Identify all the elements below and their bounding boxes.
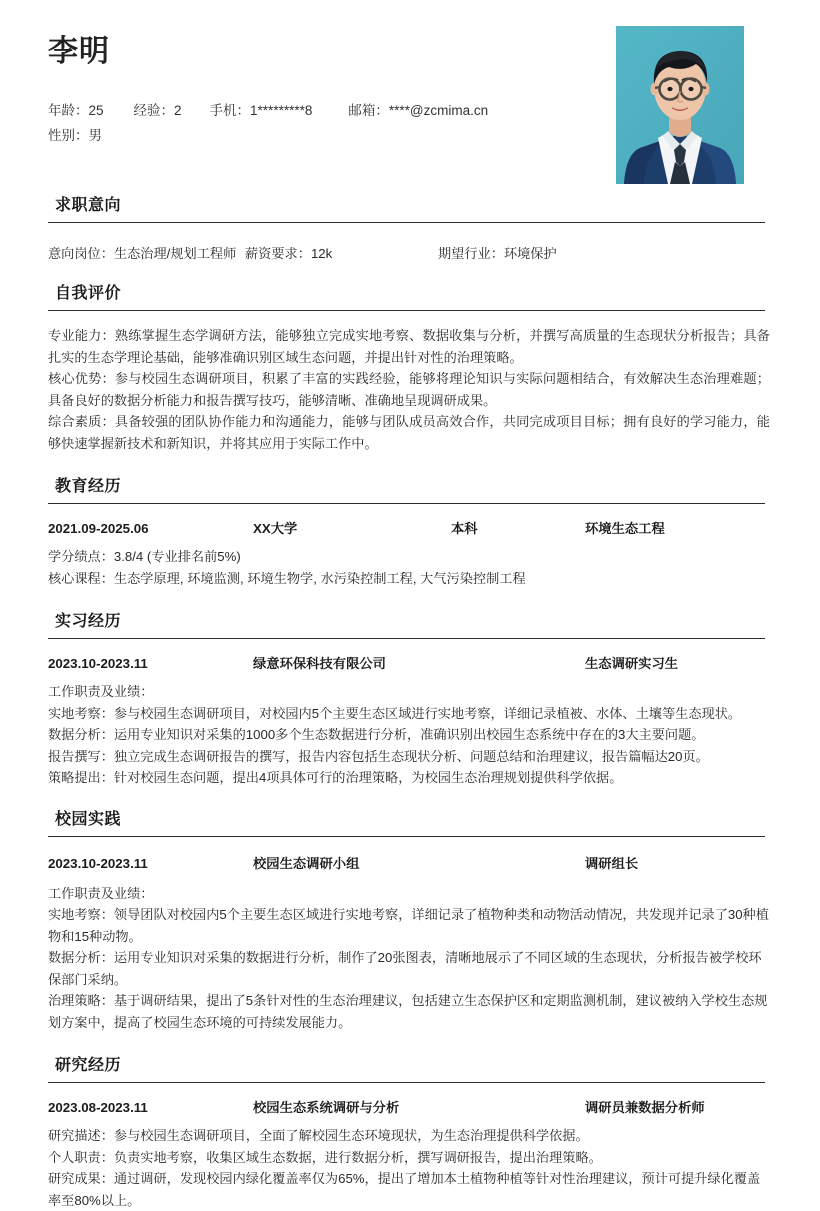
section-campus-practice: [0, 809, 820, 1034]
internship-date: 2023.10-2023.11: [48, 656, 148, 671]
internship-detail-item: 数据分析：运用专业知识对采集的1000多个生态数据进行分析，准确识别出校园生态系统中存在的3大主要问题。: [48, 727, 705, 742]
contact-age: 年龄：25: [48, 103, 104, 118]
contact-experience: 经验：2: [133, 103, 182, 118]
campus-detail-item: 治理策略：基于调研结果，提出了5条针对性的生态治理建议，包括建立生态保护区和定期监测机制，建议被纳入学校生态规划方案中，提高了校园生态环境的可持续发展能力。: [48, 993, 768, 1030]
self-eval-paragraph: 综合素质：具备较强的团队协作能力和沟通能力，能够与团队成员高效合作，共同完成项目目标；拥有良好的学习能力，能够快速掌握新技术和新知识，并将其应用于实际工作中。: [48, 414, 770, 451]
section-self-evaluation: [0, 283, 820, 454]
intended-position: 意向岗位：生态治理/规划工程师: [48, 246, 237, 261]
section-research: [0, 1055, 820, 1211]
research-date: 2023.08-2023.11: [48, 1100, 148, 1115]
contact-email: 邮箱：****@zcmima.cn: [348, 103, 489, 118]
section-title-education: 教育经历: [55, 478, 122, 495]
section-internship: [0, 611, 820, 789]
campus-detail-item: 实地考察：领导团队对校园内5个主要生态区域进行实地考察，详细记录了植物种类和动物活动情况，共发现并记录了30种植物和15种动物。: [48, 907, 769, 944]
research-detail-item: 研究描述：参与校园生态调研项目，全面了解校园生态环境现状，为生态治理提供科学依据。: [48, 1128, 589, 1143]
campus-detail-item: 数据分析：运用专业知识对采集的数据进行分析，制作了20张图表，清晰地展示了不同区域的生态现状，分析报告被学校环保部门采纳。: [48, 950, 762, 987]
internship-details-heading: 工作职责及业绩：: [48, 684, 154, 699]
section-title-research: 研究经历: [55, 1057, 122, 1074]
self-eval-paragraph: 专业能力：熟练掌握生态学调研方法，能够独立完成实地考察、数据收集与分析，并撰写高质量的生态现状分析报告；具备扎实的生态学理论基础，能够准确识别区域生态问题，并提出针对性的治理策略。: [48, 328, 770, 365]
research-role: 调研员兼数据分析师: [585, 1100, 705, 1115]
education-entry-row: [48, 518, 770, 542]
internship-company: 绿意环保科技有限公司: [253, 656, 386, 671]
contact-gender: 性别：男: [48, 128, 102, 143]
education-degree: 本科: [451, 521, 478, 536]
contact-line-1: [48, 98, 568, 123]
section-education: [0, 476, 820, 589]
campus-role: 调研组长: [585, 855, 639, 871]
internship-detail-item: 实地考察：参与校园生态调研项目，对校园内5个主要生态区域进行实地考察，详细记录植被、水体、土壤等生态现状。: [48, 705, 742, 721]
resume-header: [0, 0, 820, 195]
salary-expectation: 薪资要求：12k: [245, 246, 333, 261]
avatar: [616, 26, 744, 184]
education-date: 2021.09-2025.06: [48, 521, 149, 536]
section-title-internship: 实习经历: [55, 613, 122, 630]
internship-detail-item: 策略提出：针对校园生态问题，提出4项具体可行的治理策略，为校园生态治理规划提供科学依据。: [48, 770, 623, 785]
research-project: 校园生态系统调研与分析: [253, 1100, 400, 1115]
page-title: 李明: [48, 35, 110, 68]
campus-organization: 校园生态调研小组: [253, 855, 360, 871]
self-eval-paragraph: 核心优势：参与校园生态调研项目，积累了丰富的实践经验，能够将理论知识与实际问题相结合，有效解决生态治理难题；具备良好的数据分析能力和报告撰写技巧，能够清晰、准确地呈现调研成果。: [48, 371, 770, 408]
expected-industry: 期望行业：环境保护: [438, 246, 557, 261]
contact-phone: 手机：1*********8: [209, 103, 313, 118]
job-intention-row: [48, 243, 770, 267]
internship-detail-item: 报告撰写：独立完成生态调研报告的撰写，报告内容包括生态现状分析、问题总结和治理建议，报告篇幅达20页。: [48, 748, 709, 764]
campus-entry-row: [48, 853, 770, 877]
section-title-campus-practice: 校园实践: [55, 810, 122, 828]
internship-entry-row: [48, 653, 770, 677]
research-detail-item: 个人职责：负责实地考察，收集区域生态数据，进行数据分析，撰写调研报告，提出治理策略。: [48, 1149, 602, 1165]
contact-info: [48, 98, 568, 148]
portrait-photo-icon: [616, 26, 744, 184]
campus-date: 2023.10-2023.11: [48, 855, 148, 871]
section-title-self-evaluation: 自我评价: [55, 285, 122, 302]
education-school: XX大学: [253, 521, 298, 536]
education-gpa: 学分绩点：3.8/4 (专业排名前5%): [48, 549, 241, 564]
education-courses: 核心课程：生态学原理, 环境监测, 环境生物学, 水污染控制工程, 大气污染控制工程: [48, 570, 526, 586]
research-entry-row: [48, 1097, 770, 1121]
contact-line-2: [48, 123, 568, 148]
campus-details-heading: 工作职责及业绩：: [48, 885, 154, 901]
research-detail-item: 研究成果：通过调研，发现校园内绿化覆盖率仅为65%，提出了增加本土植物种植等针对性治理建议，预计可提升绿化覆盖率至80%以上。: [48, 1171, 761, 1208]
section-job-intention: [0, 195, 820, 267]
internship-role: 生态调研实习生: [585, 656, 679, 671]
education-major: 环境生态工程: [585, 521, 665, 536]
section-title-job-intention: 求职意向: [55, 197, 122, 214]
